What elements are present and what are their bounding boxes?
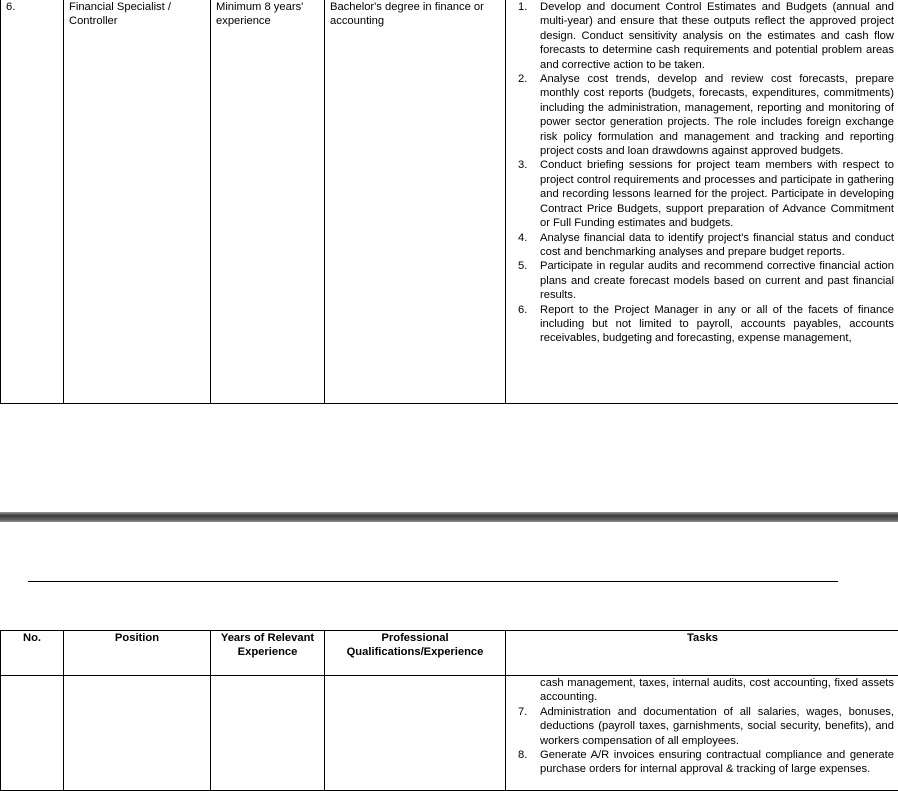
cell-years: Minimum 8 years' experience bbox=[211, 0, 325, 404]
cell-qualifications bbox=[325, 676, 506, 791]
list-item: 4. Analyse financial data to identify project's financial status and conduct cost and benchmarking analyses and prepare budget reports. bbox=[511, 231, 894, 260]
task-list bbox=[511, 705, 894, 777]
list-item: 6. Report to the Project Manager in any or all of the facets of finance including but not limited to payroll, accounts payables, accounts receivables, budgeting and forecasting, expense management, bbox=[511, 303, 894, 346]
cell-tasks bbox=[506, 0, 898, 404]
table-row bbox=[1, 0, 898, 404]
list-item: 5. Participate in regular audits and recommend corrective financial action plans and create forecast models based on current and past financial results. bbox=[511, 259, 894, 302]
table-row bbox=[1, 676, 898, 791]
list-item: 2. Analyse cost trends, develop and review cost forecasts, prepare monthly cost reports (budgets, forecasts, expenditures, commitments) including the administration, management, reporting and monitoring of power sector generation projects. The role includes foreign exchange risk policy formulation and management and tracking and reporting project costs and loan drawdowns against approved budgets. bbox=[511, 72, 894, 158]
list-item: 3. Conduct briefing sessions for project team members with respect to project control requirements and processes and participate in gathering and recording lessons learned for the project. Participate in developing Contract Price Budgets, support preparation of Advance Commitment or Full Funding estimates and budgets. bbox=[511, 158, 894, 230]
list-item: 1. Develop and document Control Estimates and Budgets (annual and multi-year) and ensure that these outputs reflect the approved project design. Conduct sensitivity analysis on the estimates and cash flow forecasts to determine cash requirements and potential problem areas and corrective action to be taken. bbox=[511, 0, 894, 72]
cell-tasks bbox=[506, 676, 898, 791]
cell-years bbox=[211, 676, 325, 791]
list-item: 7. Administration and documentation of all salaries, wages, bonuses, deductions (payroll taxes, garnishments, social security, benefits), and workers compensation of all employees. bbox=[511, 705, 894, 748]
cell-position: Financial Specialist / Controller bbox=[64, 0, 211, 404]
task-list bbox=[511, 0, 894, 346]
header-qualifications: Professional Qualifications/Experience bbox=[325, 631, 506, 676]
cell-no bbox=[1, 676, 64, 791]
header-no: No. bbox=[1, 631, 64, 676]
cell-qualifications: Bachelor's degree in finance or accounting bbox=[325, 0, 506, 404]
header-tasks: Tasks bbox=[506, 631, 898, 676]
header-rule bbox=[28, 581, 838, 582]
table-header-row bbox=[1, 631, 898, 676]
list-item: 8. Generate A/R invoices ensuring contractual compliance and generate purchase orders for internal approval & tracking of large expenses. bbox=[511, 748, 894, 777]
cell-position bbox=[64, 676, 211, 791]
page-break-divider bbox=[0, 512, 898, 522]
table-page-bottom bbox=[0, 630, 898, 791]
cell-no: 6. bbox=[1, 0, 64, 404]
header-years: Years of Relevant Experience bbox=[211, 631, 325, 676]
header-position: Position bbox=[64, 631, 211, 676]
task-continuation: cash management, taxes, internal audits, cost accounting, fixed assets accounting. bbox=[511, 676, 894, 705]
